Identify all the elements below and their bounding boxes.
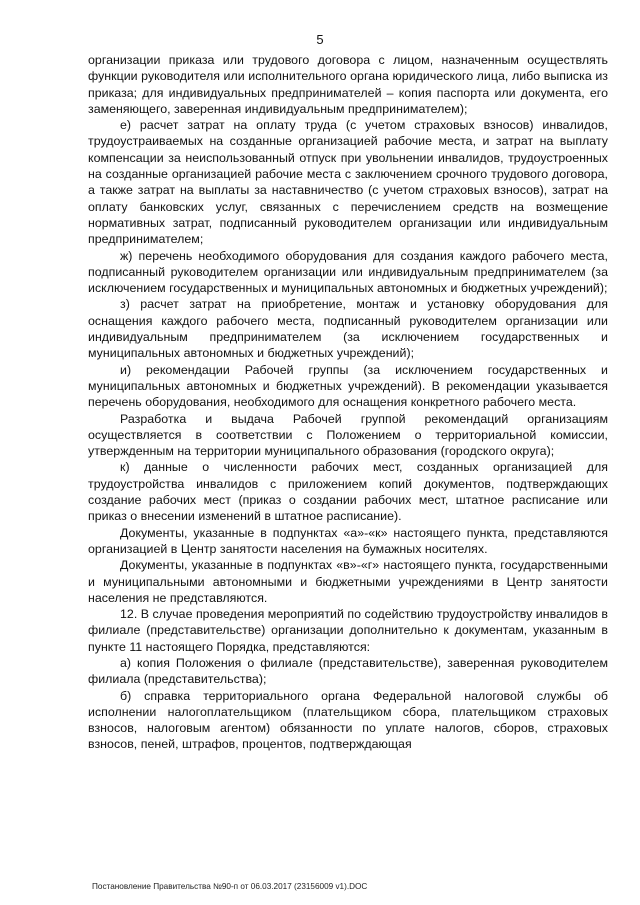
paragraph-item-e: е) расчет затрат на оплату труда (с учетом страховых взносов) инвалидов, трудоустраиваемых на созданные организацией рабочие места, и затрат на выплату компенсации за неиспользованный отпуск при увольнении инвалидов, трудоустроенных на созданные организацией рабочие места с заключением срочного трудового договора, а также затрат на выплаты за наставничество (с учетом страховых взносов), затрат на оплату банковских услуг, связанных с перечислением средств на возмещение нормативных затрат, подписанный руководителем организации или индивидуальным предпринимателем;	[88, 118, 608, 247]
paragraph-documents-a-k: Документы, указанные в подпунктах «а»-«к» настоящего пункта, представляются организацией в Центр занятости населения на бумажных носителях.	[88, 525, 608, 556]
paragraph-recommendations: Разработка и выдача Рабочей группой рекомендаций организациям осуществляется в соответствии с Положением о территориальной комиссии, утвержденным на территории муниципального образования (городского округа);	[88, 411, 608, 459]
paragraph-item-k: к) данные о численности рабочих мест, созданных организацией для трудоустройства инвалидов с приложением копий документов, подтверждающих создание рабочих мест (приказ о создании рабочих мест, штатное расписание или приказ о внесении изменений в штатное расписание).	[88, 460, 608, 524]
paragraph-12-item-a: а) копия Положения о филиале (представительстве), заверенная руководителем филиала (представительства);	[88, 655, 608, 687]
document-footer: Постановление Правительства №90-п от 06.03.2017 (23156009 v1).DOC	[92, 882, 368, 891]
paragraph-section-12: 12. В случае проведения мероприятий по содействию трудоустройству инвалидов в филиале (представительстве) организации дополнительно к документам, указанным в пункте 11 настоящего Порядка, представляются:	[88, 607, 608, 654]
page-number: 5	[316, 32, 324, 47]
paragraph-documents-v-g: Документы, указанные в подпунктах «в»-«г» настоящего пункта, государственными и муниципальными автономными и бюджетными учреждениями в Центр занятости населения не представляются.	[88, 558, 608, 605]
paragraph-continuation: организации приказа или трудового договора с лицом, назначенным осуществлять функции руководителя или исполнительного органа юридического лица, либо выписка из приказа; для индивидуальных предпринимателей – копия паспорта или документа, его заменяющего, заверенная индивидуальным предпринимателем);	[88, 53, 608, 116]
paragraph-item-i: и) рекомендации Рабочей группы (за исключением государственных и муниципальных автономных и бюджетных учреждений). В рекомендации указывается перечень оборудования, необходимого для оснащения конкретного рабочего места.	[88, 362, 608, 410]
paragraph-item-zh: ж) перечень необходимого оборудования для создания каждого рабочего места, подписанный руководителем организации или индивидуальным предпринимателем (за исключением государственных и муниципальных автономных и бюджетных учреждений);	[88, 248, 608, 296]
paragraph-item-z: з) расчет затрат на приобретение, монтаж и установку оборудования для оснащения каждого рабочего места, подписанный руководителем организации или индивидуальным предпринимателем (за исключением государственных и муниципальных автономных и бюджетных учреждений);	[88, 297, 608, 361]
document-body	[88, 52, 608, 753]
paragraph-12-item-b: б) справка территориального органа Федеральной налоговой службы об исполнении налогоплательщиком (плательщиком сбора, плательщиком страховых взносов, налоговым агентом) обязанности по уплате налогов, сборов, страховых взносов, пеней, штрафов, процентов, подтверждающая	[88, 688, 608, 752]
